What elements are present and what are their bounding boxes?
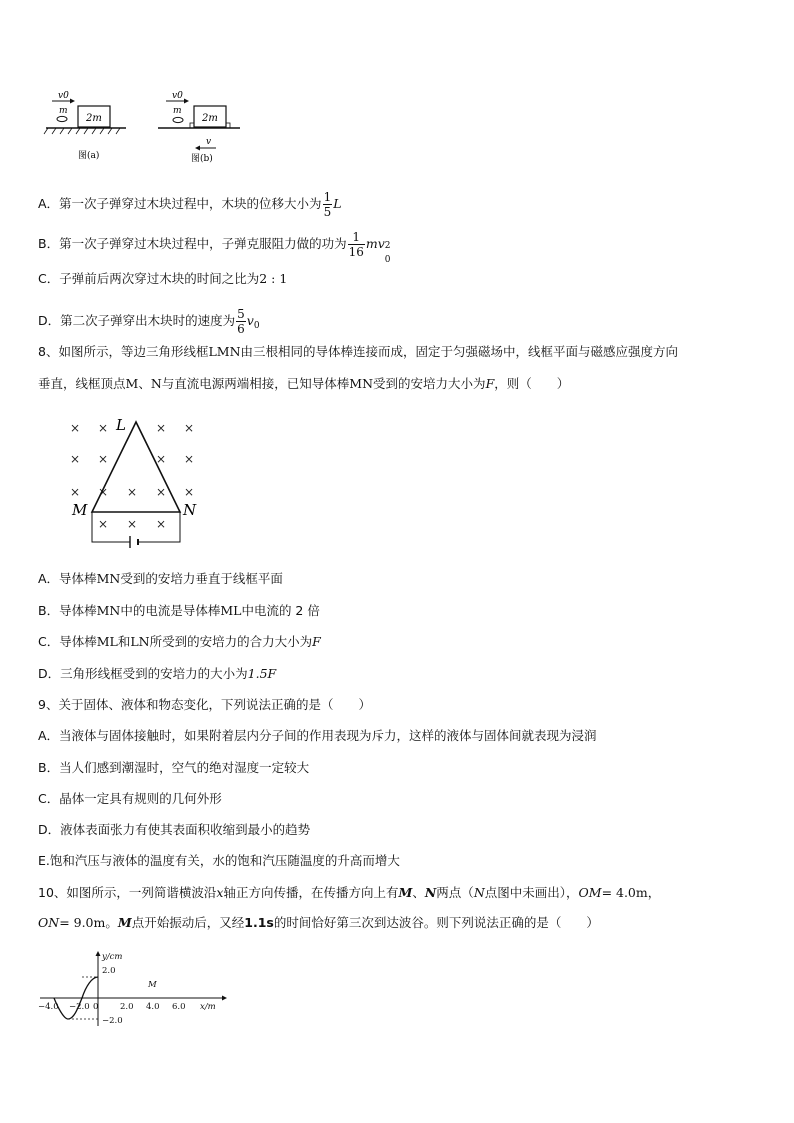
svg-text:×: × [156, 452, 167, 466]
fig-a-v0: v0 [58, 91, 69, 101]
svg-text:×: × [70, 452, 81, 466]
label-m: M [72, 501, 88, 519]
tick-6: 6.0 [172, 1002, 186, 1012]
fig-b-mass: 2m [202, 113, 218, 124]
svg-text:×: × [156, 421, 167, 435]
fig-b-m: m [173, 106, 182, 116]
svg-text:×: × [156, 485, 167, 499]
fig-a-m: m [59, 106, 68, 116]
tick-0: 0 [93, 1002, 99, 1012]
figure-ab [40, 86, 250, 168]
fig-b-caption: 图(b) [191, 154, 213, 164]
q8-option-d: D．三角形线框受到的安培力的大小为1.5F [38, 666, 277, 681]
svg-text:×: × [98, 517, 109, 531]
svg-text:×: × [184, 485, 195, 499]
q10-stem-line2: ON= 9.0m。M点开始振动后，又经1.1s的时间恰好第三次到达波谷。则下列说法正确的是（ ） [38, 915, 599, 930]
fraction-1-5: $\frac{1}{5}$ [323, 190, 332, 219]
q8-stem-line2: 垂直，线框顶点M、N与直流电源两端相接，已知导体棒MN受到的安培力大小为F，则（ ） [38, 376, 570, 391]
svg-text:×: × [98, 485, 109, 499]
q9-option-a: A．当液体与固体接触时，如果附着层内分子间的作用表现为斥力，这样的液体与固体间就表现为浸润 [38, 728, 597, 743]
svg-text:×: × [70, 485, 81, 499]
svg-text:×: × [184, 452, 195, 466]
fraction-1-16: $\frac{1}{16}$ [348, 230, 364, 259]
q9-option-d: D．液体表面张力有使其表面积收缩到最小的趋势 [38, 822, 311, 837]
svg-text:×: × [184, 421, 195, 435]
point-m-label: M [148, 980, 157, 990]
q9-option-c: C．晶体一定具有规则的几何外形 [38, 791, 222, 806]
q8-option-a: A．导体棒MN受到的安培力垂直于线框平面 [38, 571, 283, 586]
x-axis-label: x/m [200, 1002, 216, 1012]
q8-option-b: B．导体棒MN中的电流是导体棒ML中电流的 2 倍 [38, 603, 320, 618]
y-axis-label: y/cm [102, 952, 123, 962]
label-l: L [116, 416, 126, 434]
fraction-5-6: $\frac{5}{6}$ [237, 307, 245, 336]
y-max-label: 2.0 [102, 966, 116, 976]
q9-option-b: B．当人们感到潮湿时，空气的绝对湿度一定较大 [38, 760, 310, 775]
q7-option-b: B．第一次子弹穿过木块过程中，子弹克服阻力做的功为 $\frac{1}{16}$ mv 2 0 [38, 230, 391, 265]
figure-triangle-circuit [62, 412, 212, 552]
fig-a-mass: 2m [86, 113, 102, 124]
svg-text:×: × [70, 421, 81, 435]
svg-text:×: × [127, 485, 138, 499]
q9-stem: 9、关于固体、液体和物态变化，下列说法正确的是（ ） [38, 697, 371, 712]
figure-a [44, 91, 126, 161]
q8-stem-line1: 8、如图所示，等边三角形线框LMN由三根相同的导体棒连接而成，固定于匀强磁场中，线框平面与磁感应强度方向 [38, 344, 679, 359]
tick-m4: −4.0 [38, 1002, 59, 1012]
fig-b-v0: v0 [172, 91, 183, 101]
svg-text:×: × [98, 421, 109, 435]
figure-b [158, 91, 240, 164]
svg-text:×: × [156, 517, 167, 531]
figure-wave-graph [36, 950, 236, 1032]
y-min-label: −2.0 [102, 1016, 123, 1026]
q7-option-d: D．第二次子弹穿出木块时的速度为 $\frac{5}{6}$ $v_0$ [38, 307, 260, 336]
tick-2: 2.0 [120, 1002, 134, 1012]
fig-a-caption: 图(a) [78, 151, 100, 161]
q7-option-c: C．子弹前后两次穿过木块的时间之比为2 : 1 [38, 271, 288, 286]
q7-option-a: A．第一次子弹穿过木块过程中，木块的位移大小为 $\frac{1}{5}$ L [38, 190, 342, 219]
q9-option-e: E.饱和汽压与液体的温度有关，水的饱和汽压随温度的升高而增大 [38, 853, 400, 868]
fig-b-v: v [206, 137, 212, 147]
label-n: N [183, 501, 197, 519]
magnetic-field-crosses [70, 421, 194, 531]
tick-m2: −2.0 [69, 1002, 90, 1012]
tick-4: 4.0 [146, 1002, 160, 1012]
svg-text:×: × [98, 452, 109, 466]
q10-stem-line1: 10、如图所示，一列简谐横波沿x轴正方向传播，在传播方向上有M、N两点（N点图中未画出），OM= 4.0m， [38, 885, 661, 900]
svg-text:×: × [127, 517, 138, 531]
q8-option-c: C．导体棒ML和LN所受到的安培力的合力大小为F [38, 634, 321, 649]
